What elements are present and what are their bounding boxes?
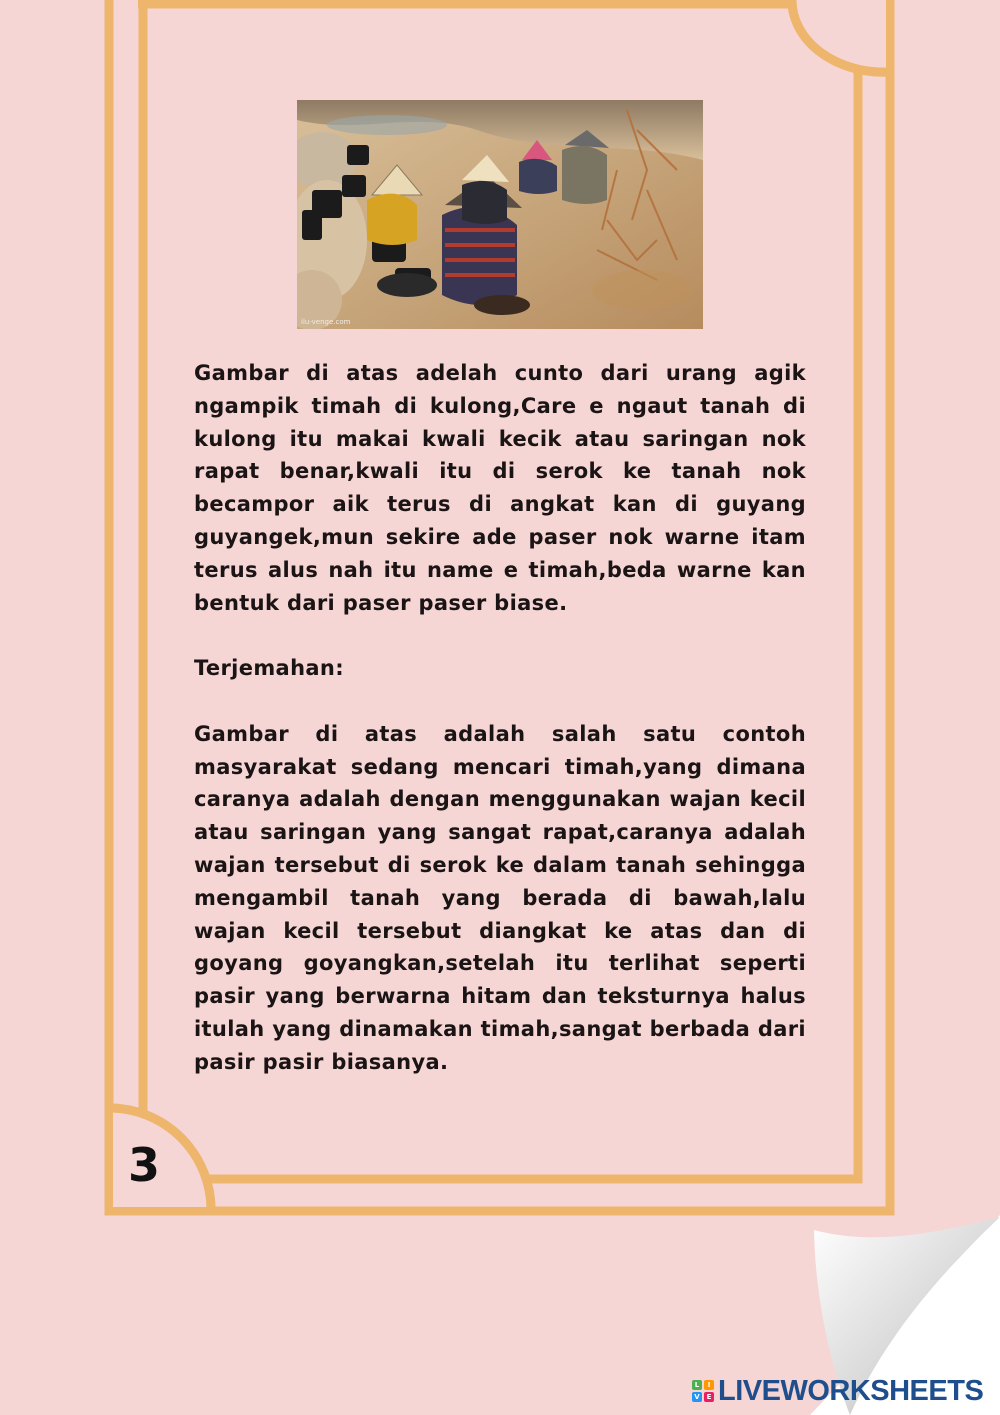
liveworksheets-logo-text: LIVEWORKSHEETS bbox=[718, 1374, 984, 1407]
photo-credit: ilu-venge.com bbox=[301, 318, 351, 326]
paragraph-translation: Gambar di atas adalah salah satu contoh masyarakat sedang mencari timah,yang dimana caranya adalah dengan menggunakan wajan kecil atau saringan yang sangat rapat,caranya adalah wajan tersebut di serok ke dalam tanah sehingga mengambil tanah yang berada di bawah,lalu wajan kecil tersebut diangkat ke atas dan di goyang goyangkan,setelah itu terlihat seperti pasir yang berwarna hitam dan teksturnya halus itulah yang dinamakan timah,sangat berbada dari pasir pasir biasanya. bbox=[194, 721, 806, 1074]
body-text bbox=[194, 357, 806, 1111]
page-number: 3 bbox=[128, 1138, 161, 1192]
liveworksheets-logo[interactable] bbox=[692, 1375, 983, 1407]
translation-heading: Terjemahan: bbox=[194, 656, 344, 681]
tin-mining-photo bbox=[297, 100, 703, 329]
liveworksheets-logo-mark-icon: L I V E bbox=[692, 1380, 714, 1402]
paragraph-local-dialect: Gambar di atas adelah cunto dari urang agik ngampik timah di kulong,Care e ngaut tanah di kulong itu makai kwali kecik atau saringan nok rapat benar,kwali itu di serok ke tanah nok becampor aik terus di angkat kan di guyang guyangek,mun sekire ade paser nok warne itam terus alus nah itu name e timah,beda warne kan bentuk dari paser paser biase. bbox=[194, 361, 806, 615]
